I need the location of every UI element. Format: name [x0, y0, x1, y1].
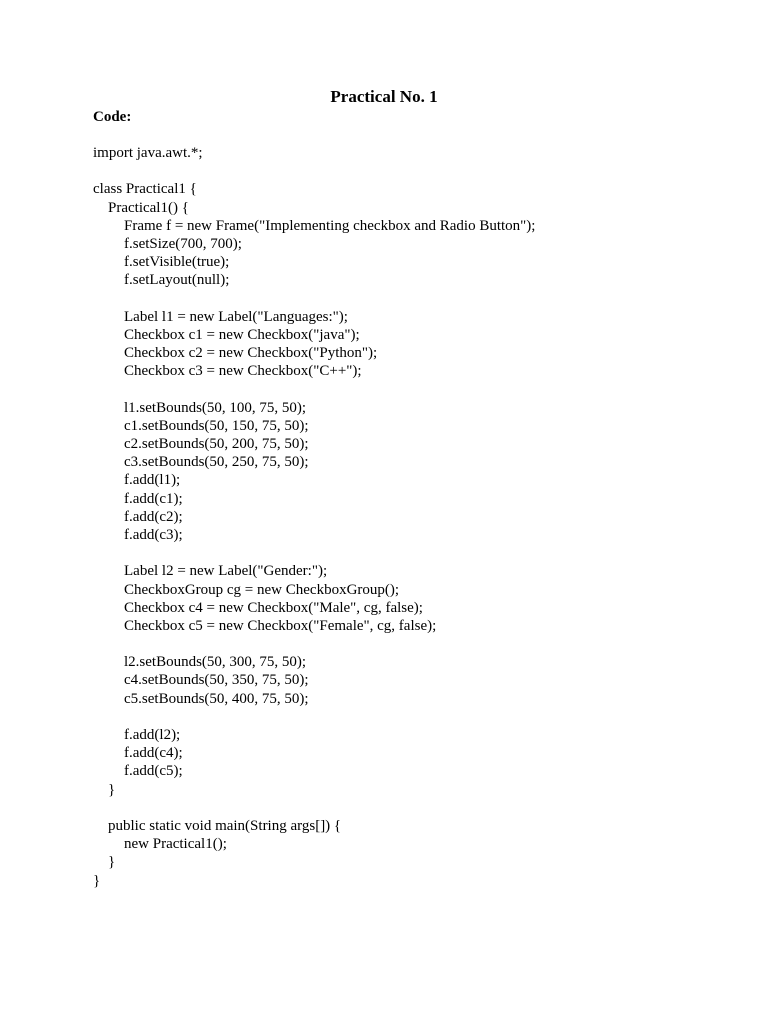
code-line	[93, 290, 535, 308]
code-line: f.add(c4);	[124, 745, 183, 762]
code-line: public static void main(String args[]) {	[108, 817, 342, 834]
code-line: f.add(l2);	[124, 727, 181, 743]
code-line: Checkbox c4 = new Checkbox("Male", cg, false);	[124, 599, 423, 616]
code-line: l1.setBounds(50, 100, 75, 50);	[124, 399, 307, 416]
code-line: l2.setBounds(50, 300, 75, 50);	[124, 654, 307, 671]
code-line: c2.setBounds(50, 200, 75, 50);	[124, 436, 309, 452]
page-title: Practical No. 1	[330, 87, 438, 106]
code-line: f.add(l1);	[124, 472, 181, 489]
code-line: Checkbox c5 = new Checkbox("Female", cg, false);	[124, 617, 437, 634]
code-line: Label l1 = new Label("Languages:");	[124, 308, 348, 325]
code-line: f.add(c2);	[124, 508, 183, 525]
code-section-label: Code:	[93, 109, 132, 125]
code-line: import java.awt.*;	[93, 145, 203, 161]
code-line: }	[93, 872, 101, 889]
code-line: }	[108, 854, 116, 871]
code-line	[93, 799, 535, 817]
code-line	[93, 162, 535, 180]
code-line: }	[108, 781, 116, 798]
code-line: Checkbox c1 = new Checkbox("java");	[124, 326, 360, 343]
code-line: f.setLayout(null);	[124, 272, 230, 289]
code-line	[93, 380, 535, 398]
code-line: new Practical1();	[124, 836, 227, 853]
code-line: c1.setBounds(50, 150, 75, 50);	[124, 417, 309, 434]
code-line: f.setVisible(true);	[124, 254, 230, 271]
code-line: c5.setBounds(50, 400, 75, 50);	[124, 690, 309, 707]
code-line: Practical1() {	[108, 199, 189, 216]
code-line: f.setSize(700, 700);	[124, 235, 242, 252]
code-line: f.add(c3);	[124, 526, 183, 543]
code-line: class Practical1 {	[93, 181, 197, 198]
code-line: Checkbox c3 = new Checkbox("C++");	[124, 363, 362, 380]
code-line: c4.setBounds(50, 350, 75, 50);	[124, 672, 309, 689]
code-line	[93, 544, 535, 562]
code-line: Label l2 = new Label("Gender:");	[124, 563, 328, 580]
code-line: Frame f = new Frame("Implementing checkbox and Radio Button");	[124, 217, 536, 234]
code-block	[93, 144, 535, 890]
code-line: c3.setBounds(50, 250, 75, 50);	[124, 454, 309, 471]
code-line	[93, 635, 535, 653]
code-line	[93, 708, 535, 726]
code-line: CheckboxGroup cg = new CheckboxGroup();	[124, 581, 400, 598]
code-line: f.add(c5);	[124, 763, 183, 780]
code-line: Checkbox c2 = new Checkbox("Python");	[124, 345, 378, 362]
code-line: f.add(c1);	[124, 490, 183, 507]
